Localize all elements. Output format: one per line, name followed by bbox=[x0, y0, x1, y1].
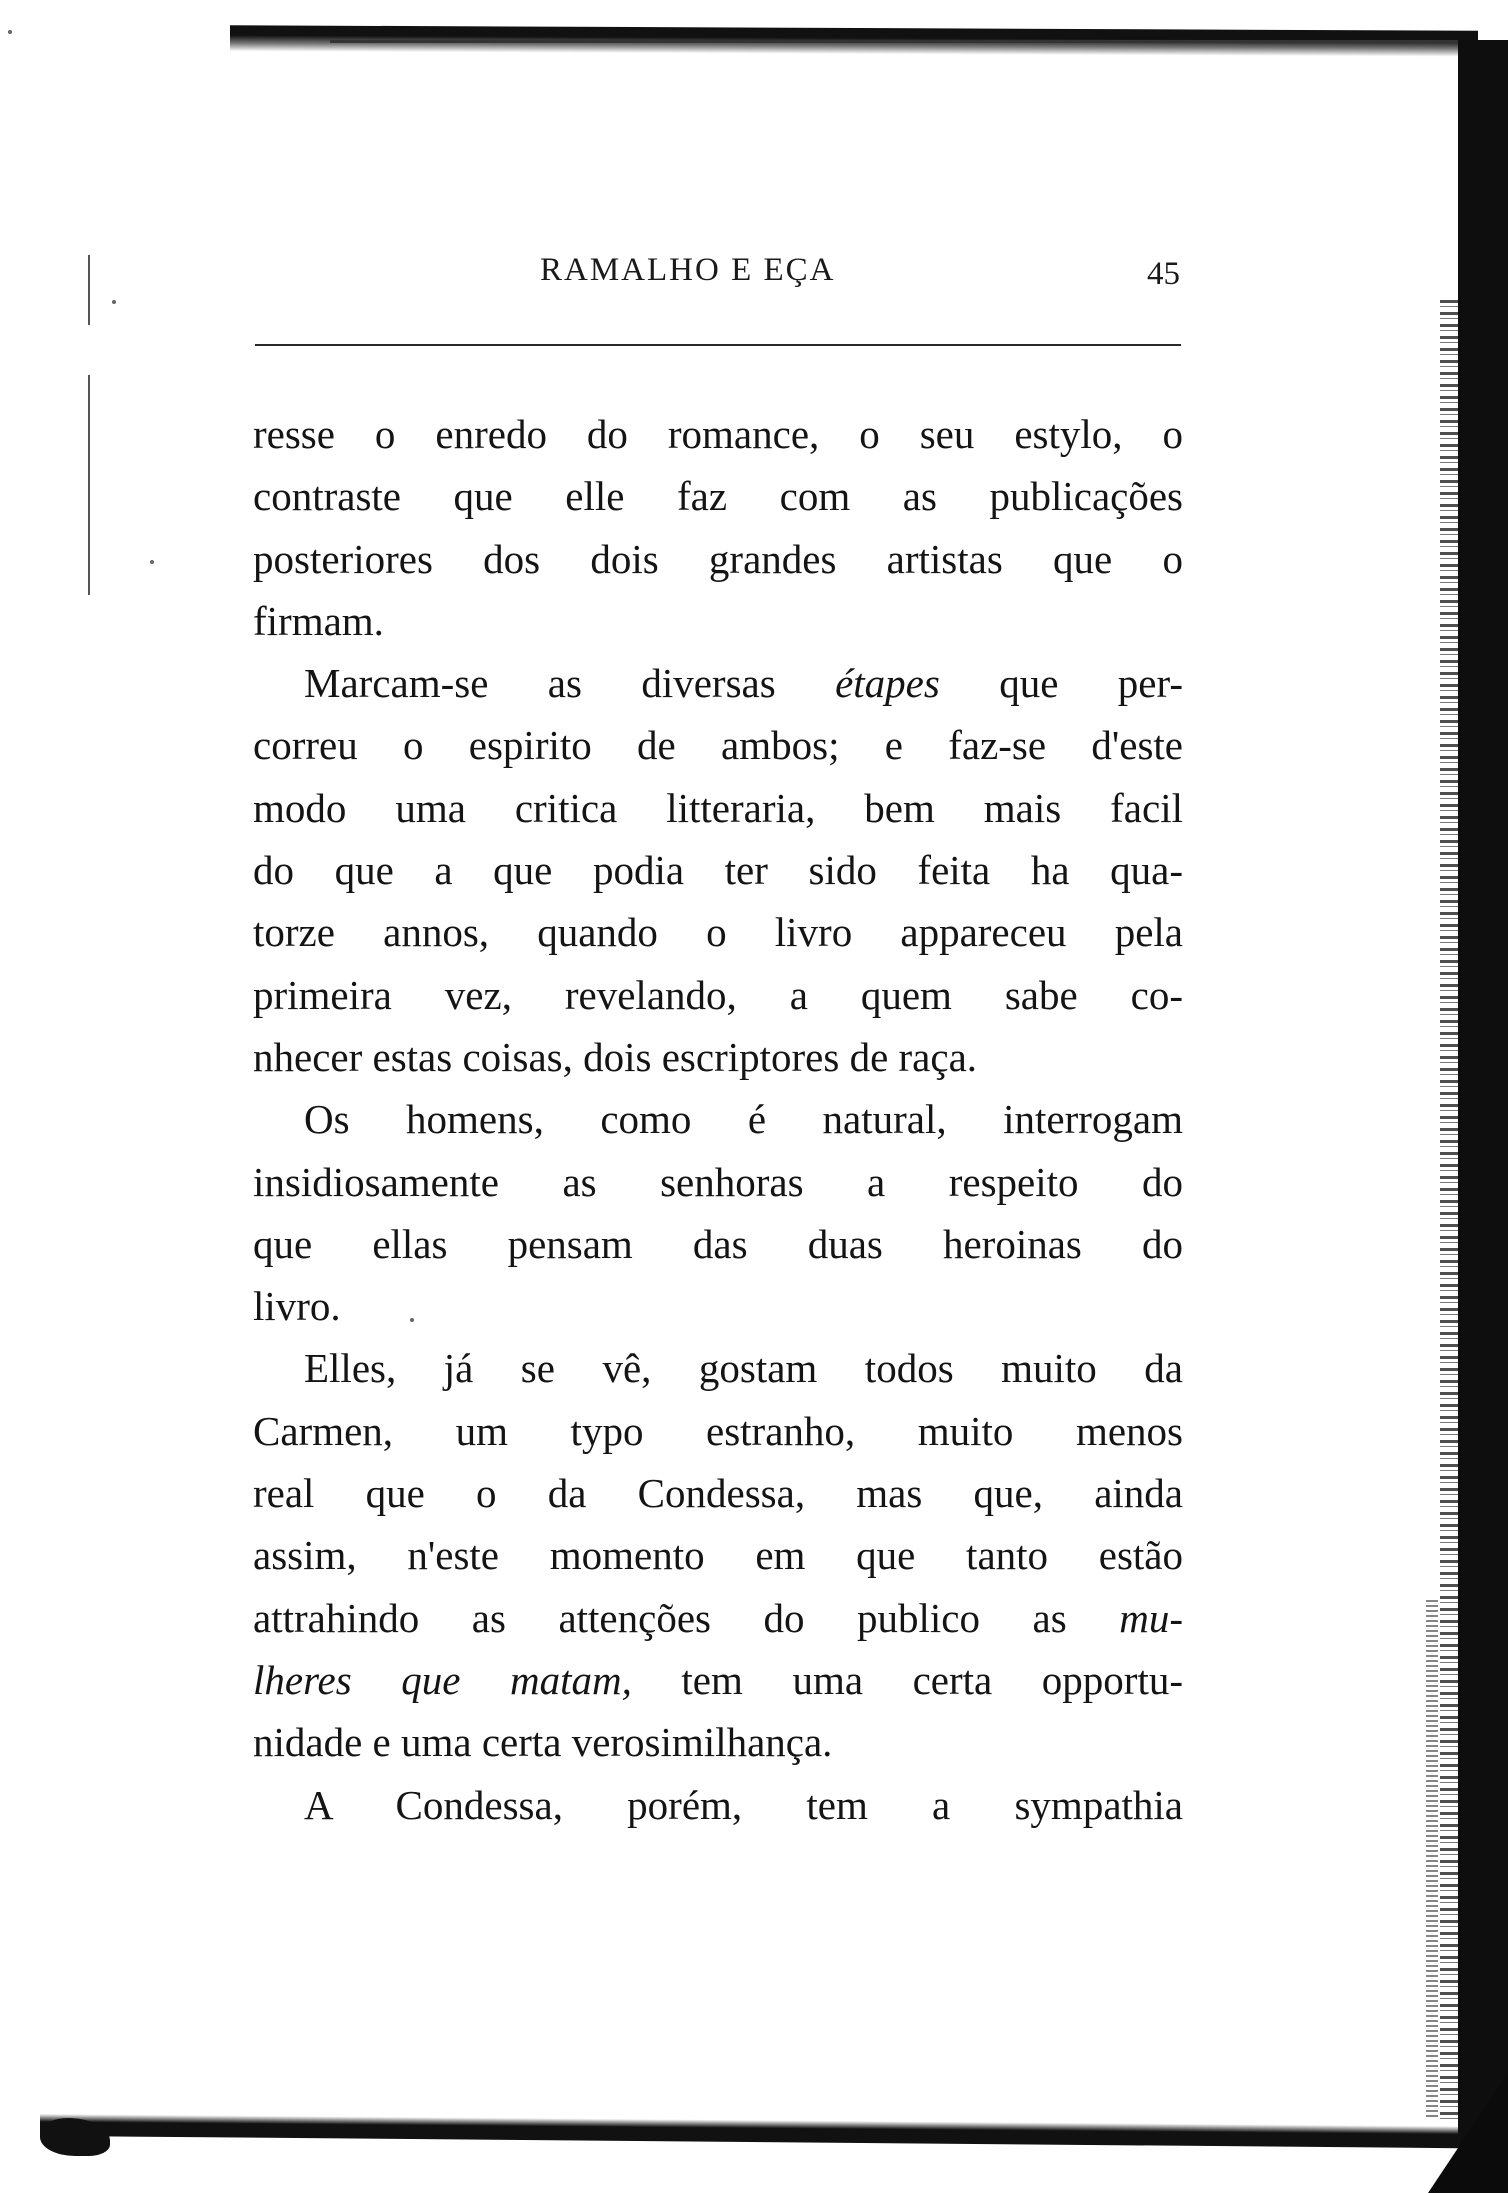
text-line: correu o espirito de ambos; e faz-se d'este bbox=[253, 722, 1183, 769]
italic-run: étapes bbox=[835, 660, 940, 707]
scan-speck bbox=[8, 30, 12, 34]
text-line: primeira vez, revelando, a quem sabe co- bbox=[253, 971, 1183, 1018]
text-line bbox=[253, 1587, 1183, 1649]
scan-page-stack-edge bbox=[1440, 300, 1458, 2120]
running-head: RAMALHO E EÇA bbox=[540, 252, 836, 288]
body-text bbox=[253, 403, 1183, 1836]
text-run: tem uma certa opportu- bbox=[631, 1656, 1184, 1703]
text-line: posteriores dos dois grandes artistas que o bbox=[253, 535, 1183, 582]
text-line: insidiosamente as senhoras a respeito do bbox=[253, 1158, 1183, 1205]
text-line: nhecer estas coisas, dois escriptores de raça. bbox=[253, 1033, 978, 1080]
scan-right-edge bbox=[1458, 40, 1508, 2150]
text-line: A Condessa, porém, tem a sympathia bbox=[304, 1781, 1183, 1828]
scan-page-stack-edge-lower bbox=[1426, 1600, 1438, 2120]
text-line: Os homens, como é natural, interrogam bbox=[304, 1096, 1183, 1143]
italic-run: mu- bbox=[1119, 1594, 1183, 1641]
text-line bbox=[253, 1649, 1183, 1711]
text-line: resse o enredo do romance, o seu estylo, o bbox=[253, 411, 1183, 457]
text-run: Marcam-se as diversas bbox=[304, 660, 836, 707]
scan-bottom-edge bbox=[40, 2114, 1460, 2148]
header-rule bbox=[255, 344, 1181, 346]
scan-speck bbox=[112, 300, 116, 304]
scan-speck bbox=[150, 560, 154, 564]
text-line: contraste que elle faz com as publicações bbox=[253, 473, 1183, 520]
italic-run: lheres que matam, bbox=[253, 1656, 632, 1703]
text-line: livro. bbox=[253, 1283, 341, 1330]
text-run: que per- bbox=[939, 660, 1183, 707]
scan-top-edge-line bbox=[330, 40, 1470, 43]
scan-left-mark bbox=[88, 255, 90, 325]
text-line: assim, n'este momento em que tanto estão bbox=[253, 1532, 1183, 1579]
text-line: firmam. bbox=[253, 597, 384, 644]
text-line: modo uma critica litteraria, bem mais facil bbox=[253, 784, 1183, 831]
text-line: torze annos, quando o livro appareceu pela bbox=[253, 909, 1183, 956]
text-line: Elles, já se vê, gostam todos muito da bbox=[304, 1345, 1183, 1392]
text-line: Carmen, um typo estranho, muito menos bbox=[253, 1407, 1183, 1454]
text-line: nidade e uma certa verosimilhança. bbox=[253, 1719, 833, 1766]
text-line: real que o da Condessa, mas que, ainda bbox=[253, 1470, 1183, 1517]
text-line bbox=[253, 652, 1183, 714]
text-line: do que a que podia ter sido feita ha qua- bbox=[253, 847, 1183, 894]
scan-left-mark bbox=[88, 375, 90, 595]
page-number: 45 bbox=[1147, 256, 1180, 292]
text-run: attrahindo as attenções do publico as bbox=[253, 1594, 1120, 1641]
text-line: que ellas pensam das duas heroinas do bbox=[253, 1220, 1183, 1267]
